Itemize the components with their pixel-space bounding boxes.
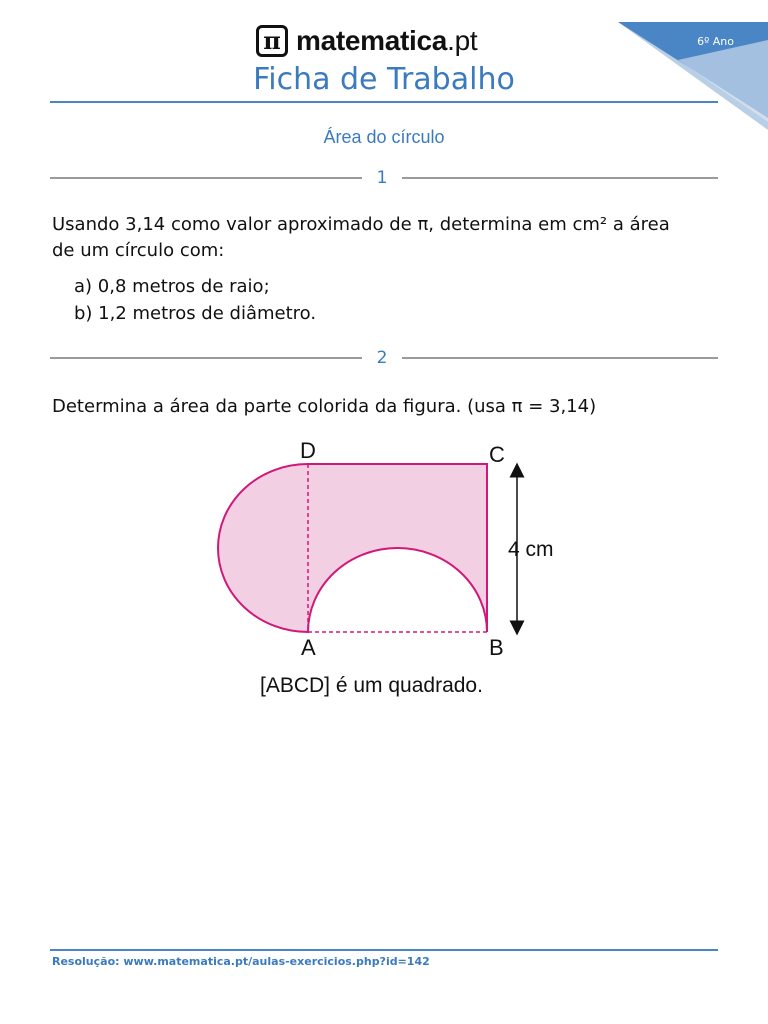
label-a: A [301,635,316,660]
site-logo [256,22,477,60]
exercise-2-separator [50,348,718,368]
exercise-1-item-b: b) 1,2 metros de diâmetro. [74,303,317,324]
dimension-label: 4 cm [508,538,554,561]
label-d: D [300,438,316,463]
separator-line [50,177,362,179]
separator-line [402,177,718,179]
header-divider [50,101,718,103]
sheet-title: Ficha de Trabalho [253,62,515,97]
topic-title: Área do círculo [323,127,445,147]
label-c: C [489,442,505,467]
exercise-1-number: 1 [376,168,388,188]
exercise-1-prompt-line-2: de um círculo com: [52,240,225,261]
exercise-1-prompt-line-1: Usando 3,14 como valor aproximado de π, determina em cm² a área [52,214,670,235]
geometry-figure [200,432,600,712]
brand-main: matematica [296,25,448,56]
exercise-1-item-a: a) 0,8 metros de raio; [74,276,270,297]
brand-name [296,25,477,57]
resolution-link[interactable]: Resolução: www.matematica.pt/aulas-exercicios.php?id=142 [52,955,430,968]
exercise-1-separator [50,168,718,188]
footer-divider [50,949,718,951]
figure-caption: [ABCD] é um quadrado. [260,674,483,697]
separator-line [402,357,718,359]
brand-tld: .pt [447,25,478,56]
grade-label: 6º Ano [697,35,734,48]
exercise-2-number: 2 [376,348,388,368]
shaded-region [218,464,487,632]
separator-line [50,357,362,359]
exercise-2-prompt: Determina a área da parte colorida da figura. (usa π = 3,14) [52,396,597,417]
label-b: B [489,635,504,660]
pi-logo-icon: π [256,25,288,57]
